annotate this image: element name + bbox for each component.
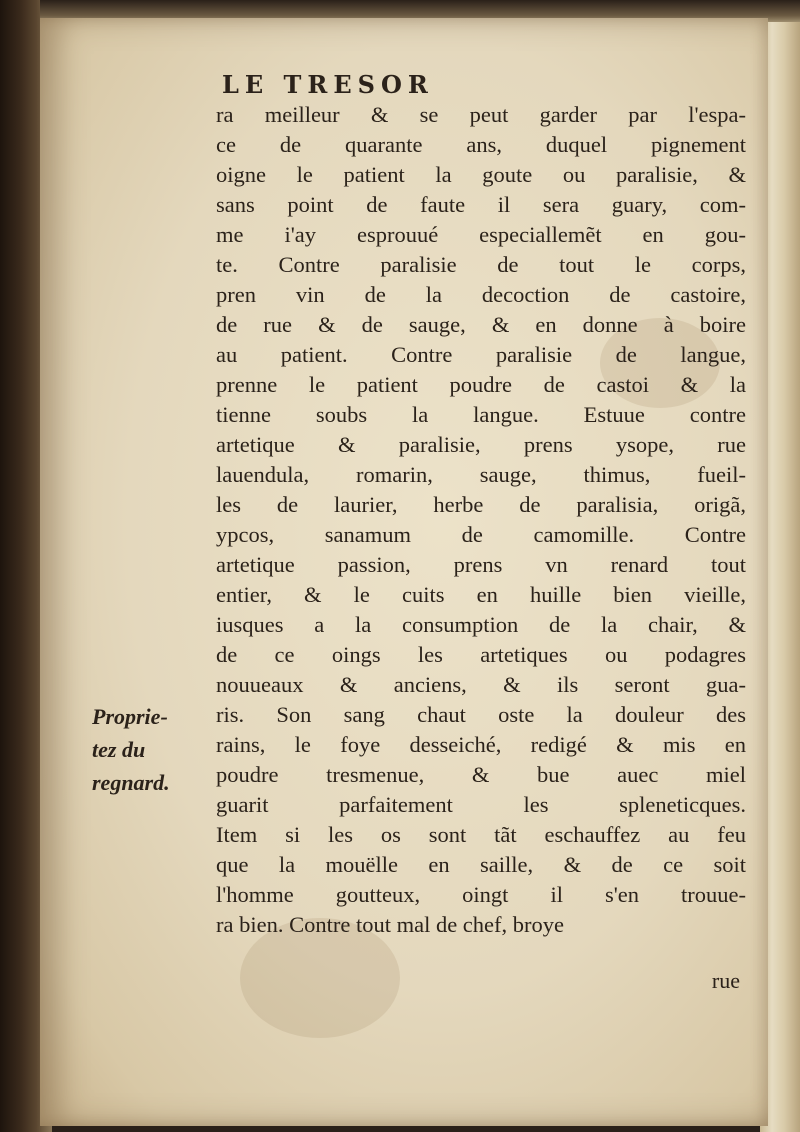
text-line: iusques a la consumption de la chair, & (216, 612, 746, 637)
text-line: te. Contre paralisie de tout le corps, (216, 252, 746, 277)
text-line: nouueaux & anciens, & ils seront gua- (216, 672, 746, 697)
marginal-note-line: tez du (92, 737, 146, 762)
text-line: de rue & de sauge, & en donne à boire (216, 312, 746, 337)
text-line: ra meilleur & se peut garder par l'espa- (216, 102, 746, 127)
text-line: prenne le patient poudre de castoi & la (216, 372, 746, 397)
text-line: ypcos, sanamum de camomille. Contre (216, 522, 746, 547)
text-line: Item si les os sont tãt eschauffez au feu (216, 822, 746, 847)
text-line: artetique passion, prens vn renard tout (216, 552, 746, 577)
text-line: lauendula, romarin, sauge, thimus, fueil- (216, 462, 746, 487)
text-line: l'homme goutteux, oingt il s'en trouue- (216, 882, 746, 907)
running-head (222, 70, 742, 99)
marginal-note-line: Proprie- (92, 704, 168, 729)
text-line: poudre tresmenue, & bue auec miel (216, 762, 746, 787)
text-line: entier, & le cuits en huille bien vieille, (216, 582, 746, 607)
text-line: ris. Son sang chaut oste la douleur des (216, 702, 746, 727)
text-line: oigne le patient la goute ou paralisie, & (216, 162, 746, 187)
catchword: rue (711, 968, 740, 993)
body-text (216, 100, 746, 940)
text-line: ra bien. Contre tout mal de chef, broye (216, 912, 565, 937)
text-line: que la mouëlle en saille, & de ce soit (216, 852, 746, 877)
text-line: de ce oings les artetiques ou podagres (216, 642, 746, 667)
running-title: LE TRESOR (222, 70, 434, 99)
text-line: ce de quarante ans, duquel pignement (216, 132, 746, 157)
text-line: rains, le foye desseiché, redigé & mis en (216, 732, 746, 757)
text-line: les de laurier, herbe de paralisia, origã, (216, 492, 746, 517)
text-line: me i'ay esprouué especiallemẽt en gou- (216, 222, 746, 247)
text-line: tienne soubs la langue. Estuue contre (216, 402, 746, 427)
text-line: guarit parfaitement les spleneticques. (216, 792, 746, 817)
text-line: pren vin de la decoction de castoire, (216, 282, 746, 307)
text-line: au patient. Contre paralisie de langue, (216, 342, 746, 367)
marginal-note (92, 700, 212, 799)
marginal-note-line: regnard. (92, 770, 170, 795)
text-line: sans point de faute il sera guary, com- (216, 192, 746, 217)
text-line: artetique & paralisie, prens ysope, rue (216, 432, 746, 457)
